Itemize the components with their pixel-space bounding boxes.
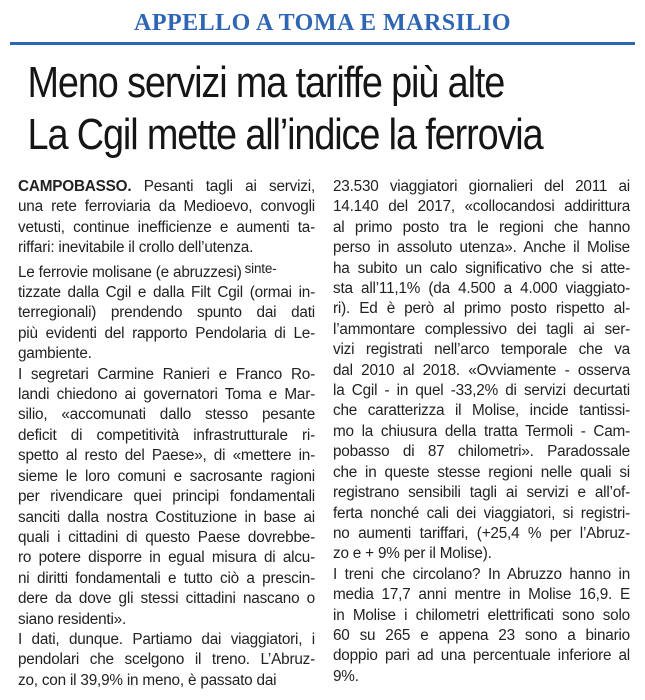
left-column-line: deficit di competitività infrastrutturale ri- <box>18 426 315 444</box>
article-body <box>18 177 630 691</box>
right-column-line: perso in assoluto utenza». Anche il Molise <box>333 239 630 257</box>
article-headline <box>0 57 555 161</box>
left-column-line: sanciti dalla nostra Costituzione in base ai <box>18 508 315 526</box>
right-column-line: ha subito un calo significativo che si atte- <box>333 259 630 277</box>
kicker-rule <box>10 42 635 45</box>
left-column-line: quali i cittadini di questo Paese dovrebbe- <box>18 528 315 546</box>
right-column-line: vizi registrati nell’arco temporale che va <box>333 341 630 359</box>
headline-line-1: Meno servizi ma tariffe più alte <box>27 58 505 107</box>
left-column-line: landi chiedono ai governatori Toma e Mar- <box>18 386 315 404</box>
left-column-text: Pesanti tagli ai servizi, <box>131 178 315 195</box>
left-column-line: I segretari Carmine Ranieri e Franco Ro- <box>18 365 315 383</box>
right-column-line: 60 su 265 e appena 23 sono a binario <box>333 626 630 644</box>
right-column-line: ri). Ed è però al primo posto rispetto al- <box>333 300 630 318</box>
left-column-text: Le ferrovie molisane (e abruzzesi) <box>18 263 242 281</box>
right-column-line: ferta nonché cali dei viaggiatori, si registri- <box>333 504 630 522</box>
right-column-line: 14.140 del 2017, «collocandosi addirittura <box>333 198 630 216</box>
left-column-line: riffari: inevitabile il crollo dell’utenza. <box>18 239 254 257</box>
right-column <box>333 177 630 691</box>
article-kicker: APPELLO A TOMA E MARSILIO <box>133 10 512 36</box>
right-column-line: zo e + 9% per il Molise). <box>333 545 492 563</box>
right-column-line: doppio pari ad una percentuale inferiore al <box>333 647 630 665</box>
left-column-line: silio, «accomunati dallo stesso pesante <box>18 406 315 424</box>
right-column-line: dal 2010 al 2018. «Ovviamente - osserva <box>333 361 630 379</box>
right-column-line: in Molise i chilometri elettrificati sono solo <box>333 606 630 624</box>
left-column-line: più evidenti del rapporto Pendolaria di Le- <box>18 324 315 342</box>
left-column-line: I dati, dunque. Partiamo dai viaggiatori, i <box>18 630 315 648</box>
right-column-line: I treni che circolano? In Abruzzo hanno in <box>333 565 630 583</box>
left-column-line: siano residenti». <box>18 610 126 628</box>
left-column-line: dere da dove gli stessi cittadini nascano o <box>18 590 315 608</box>
right-column-line: l’ammontare complessivo dei tagli ai ser- <box>333 320 630 338</box>
left-column-line: ni diritti fondamentali e tutto ciò a prescin- <box>18 569 315 587</box>
right-column-line: media 17,7 anni mentre in Molise 16,9. E <box>333 586 630 604</box>
right-column-line: sta all’11,1% (da 4.500 a 4.000 viaggiato- <box>333 280 630 298</box>
left-column <box>18 177 315 691</box>
left-column-line: gambiente. <box>18 345 92 363</box>
right-column-line: no aumenti tariffari, (+25,4 % per l’Abruz- <box>333 524 630 542</box>
left-column-line: spetto al resto del Paese», di «mettere in- <box>18 447 315 465</box>
left-column-line: una rete ferroviaria da Medioevo, convogli <box>18 198 315 216</box>
right-column-line: la Cgil - in quel -33,2% di servizi decurtati <box>333 382 630 400</box>
left-column-line <box>18 177 315 197</box>
dateline: CAMPOBASSO. <box>18 178 132 195</box>
right-column-line: pobasso di 87 chilometri». Paradossale <box>333 443 630 461</box>
left-column-line: ro potere disporre in egual misura di alcu- <box>18 549 315 567</box>
left-column-line <box>18 259 315 283</box>
right-column-line: registrano sensibili tagli ai servizi e all’of- <box>333 484 630 502</box>
right-column-line: mo la chiusura della tratta Termoli - Cam- <box>333 422 630 440</box>
right-column-line: 23.530 viaggiatori giornalieri del 2011 ai <box>333 178 630 195</box>
left-column-line: per rivendicare quei principi fondamentali <box>18 488 315 506</box>
right-column-line: che in queste stesse regioni nelle quali si <box>333 463 630 481</box>
right-column-line: che caratterizza il Molise, incide tantissi- <box>333 402 630 420</box>
left-column-line: tizzate dalla Cgil e dalla Filt Cgil (ormai in- <box>18 284 315 302</box>
right-column-line: 9%. <box>333 667 359 685</box>
left-column-line: sieme le loro comuni e sacrosante ragioni <box>18 467 315 485</box>
hyphen-fragment: sinte- <box>244 260 277 276</box>
headline-line-2: La Cgil mette all’indice la ferrovia <box>27 110 543 159</box>
left-column-line: zo, con il 39,9% in meno, è passato dai <box>18 671 277 689</box>
left-column-line: pendolari che scelgono il treno. L’Abruz- <box>18 651 315 669</box>
left-column-line: vetusti, continue inefficienze e aumenti ta- <box>18 218 315 236</box>
left-column-line: terregionali) prendendo spunto dai dati <box>18 304 315 322</box>
right-column-line: al primo posto tra le regioni che hanno <box>333 218 630 236</box>
